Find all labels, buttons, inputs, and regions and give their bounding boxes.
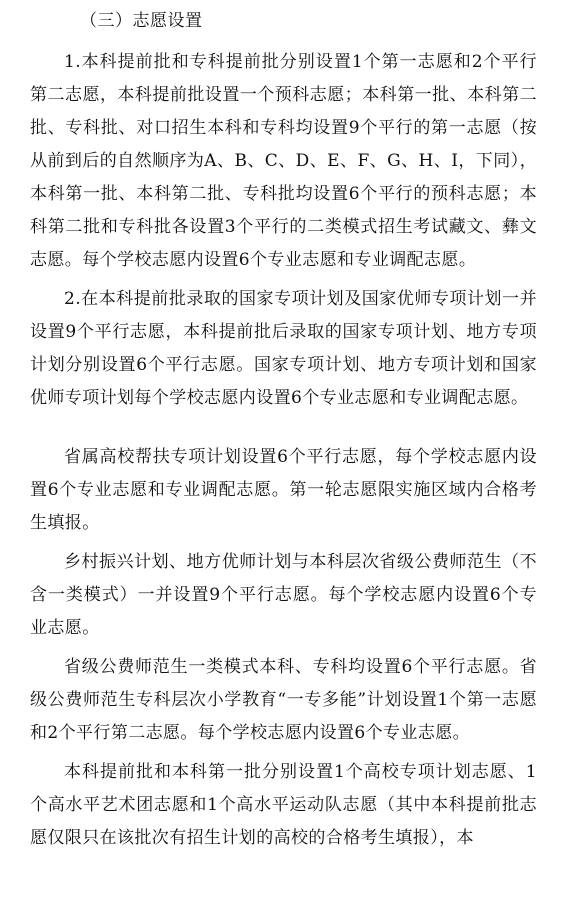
paragraph-5: 省级公费师范生一类模式本科、专科均设置6个平行志愿。省级公费师范生专科层次小学教育“一专多能”计划设置1个第一志愿和2个平行第二志愿。每个学校志愿内设置6个专业志愿。	[30, 657, 537, 743]
paragraph-3: 省属高校帮扶专项计划设置6个平行志愿，每个学校志愿内设置6个专业志愿和专业调配志愿。第一轮志愿限实施区域内合格考生填报。	[30, 447, 537, 533]
paragraph-2: 2.在本科提前批录取的国家专项计划及国家优师专项计划一并设置9个平行志愿，本科提前批后录取的国家专项计划、地方专项计划分别设置6个平行志愿。国家专项计划、地方专项计划和国家优师专项计划每个学校志愿内设置6个专业志愿和专业调配志愿。	[30, 289, 537, 408]
section-heading: （三）志愿设置	[80, 11, 203, 31]
paragraph-1: 1.本科提前批和专科提前批分别设置1个第一志愿和2个平行第二志愿，本科提前批设置一个预科志愿；本科第一批、本科第二批、专科批、对口招生本科和专科均设置9个平行的第一志愿（按从前到后的自然顺序为A、B、C、D、E、F、G、H、I，下同），本科第一批、本科第二批、专科批均设置6个平行的预科志愿；本科第二批和专科批各设置3个平行的二类模式招生考试藏文、彝文志愿。每个学校志愿内设置6个专业志愿和专业调配志愿。	[30, 52, 537, 270]
paragraph-4: 乡村振兴计划、地方优师计划与本科层次省级公费师范生（不含一类模式）一并设置9个平行志愿。每个学校志愿内设置6个专业志愿。	[30, 552, 537, 638]
paragraph-6: 本科提前批和本科第一批分别设置1个高校专项计划志愿、1个高水平艺术团志愿和1个高水平运动队志愿（其中本科提前批志愿仅限只在该批次有招生计划的高校的合格考生填报），本	[30, 762, 537, 848]
